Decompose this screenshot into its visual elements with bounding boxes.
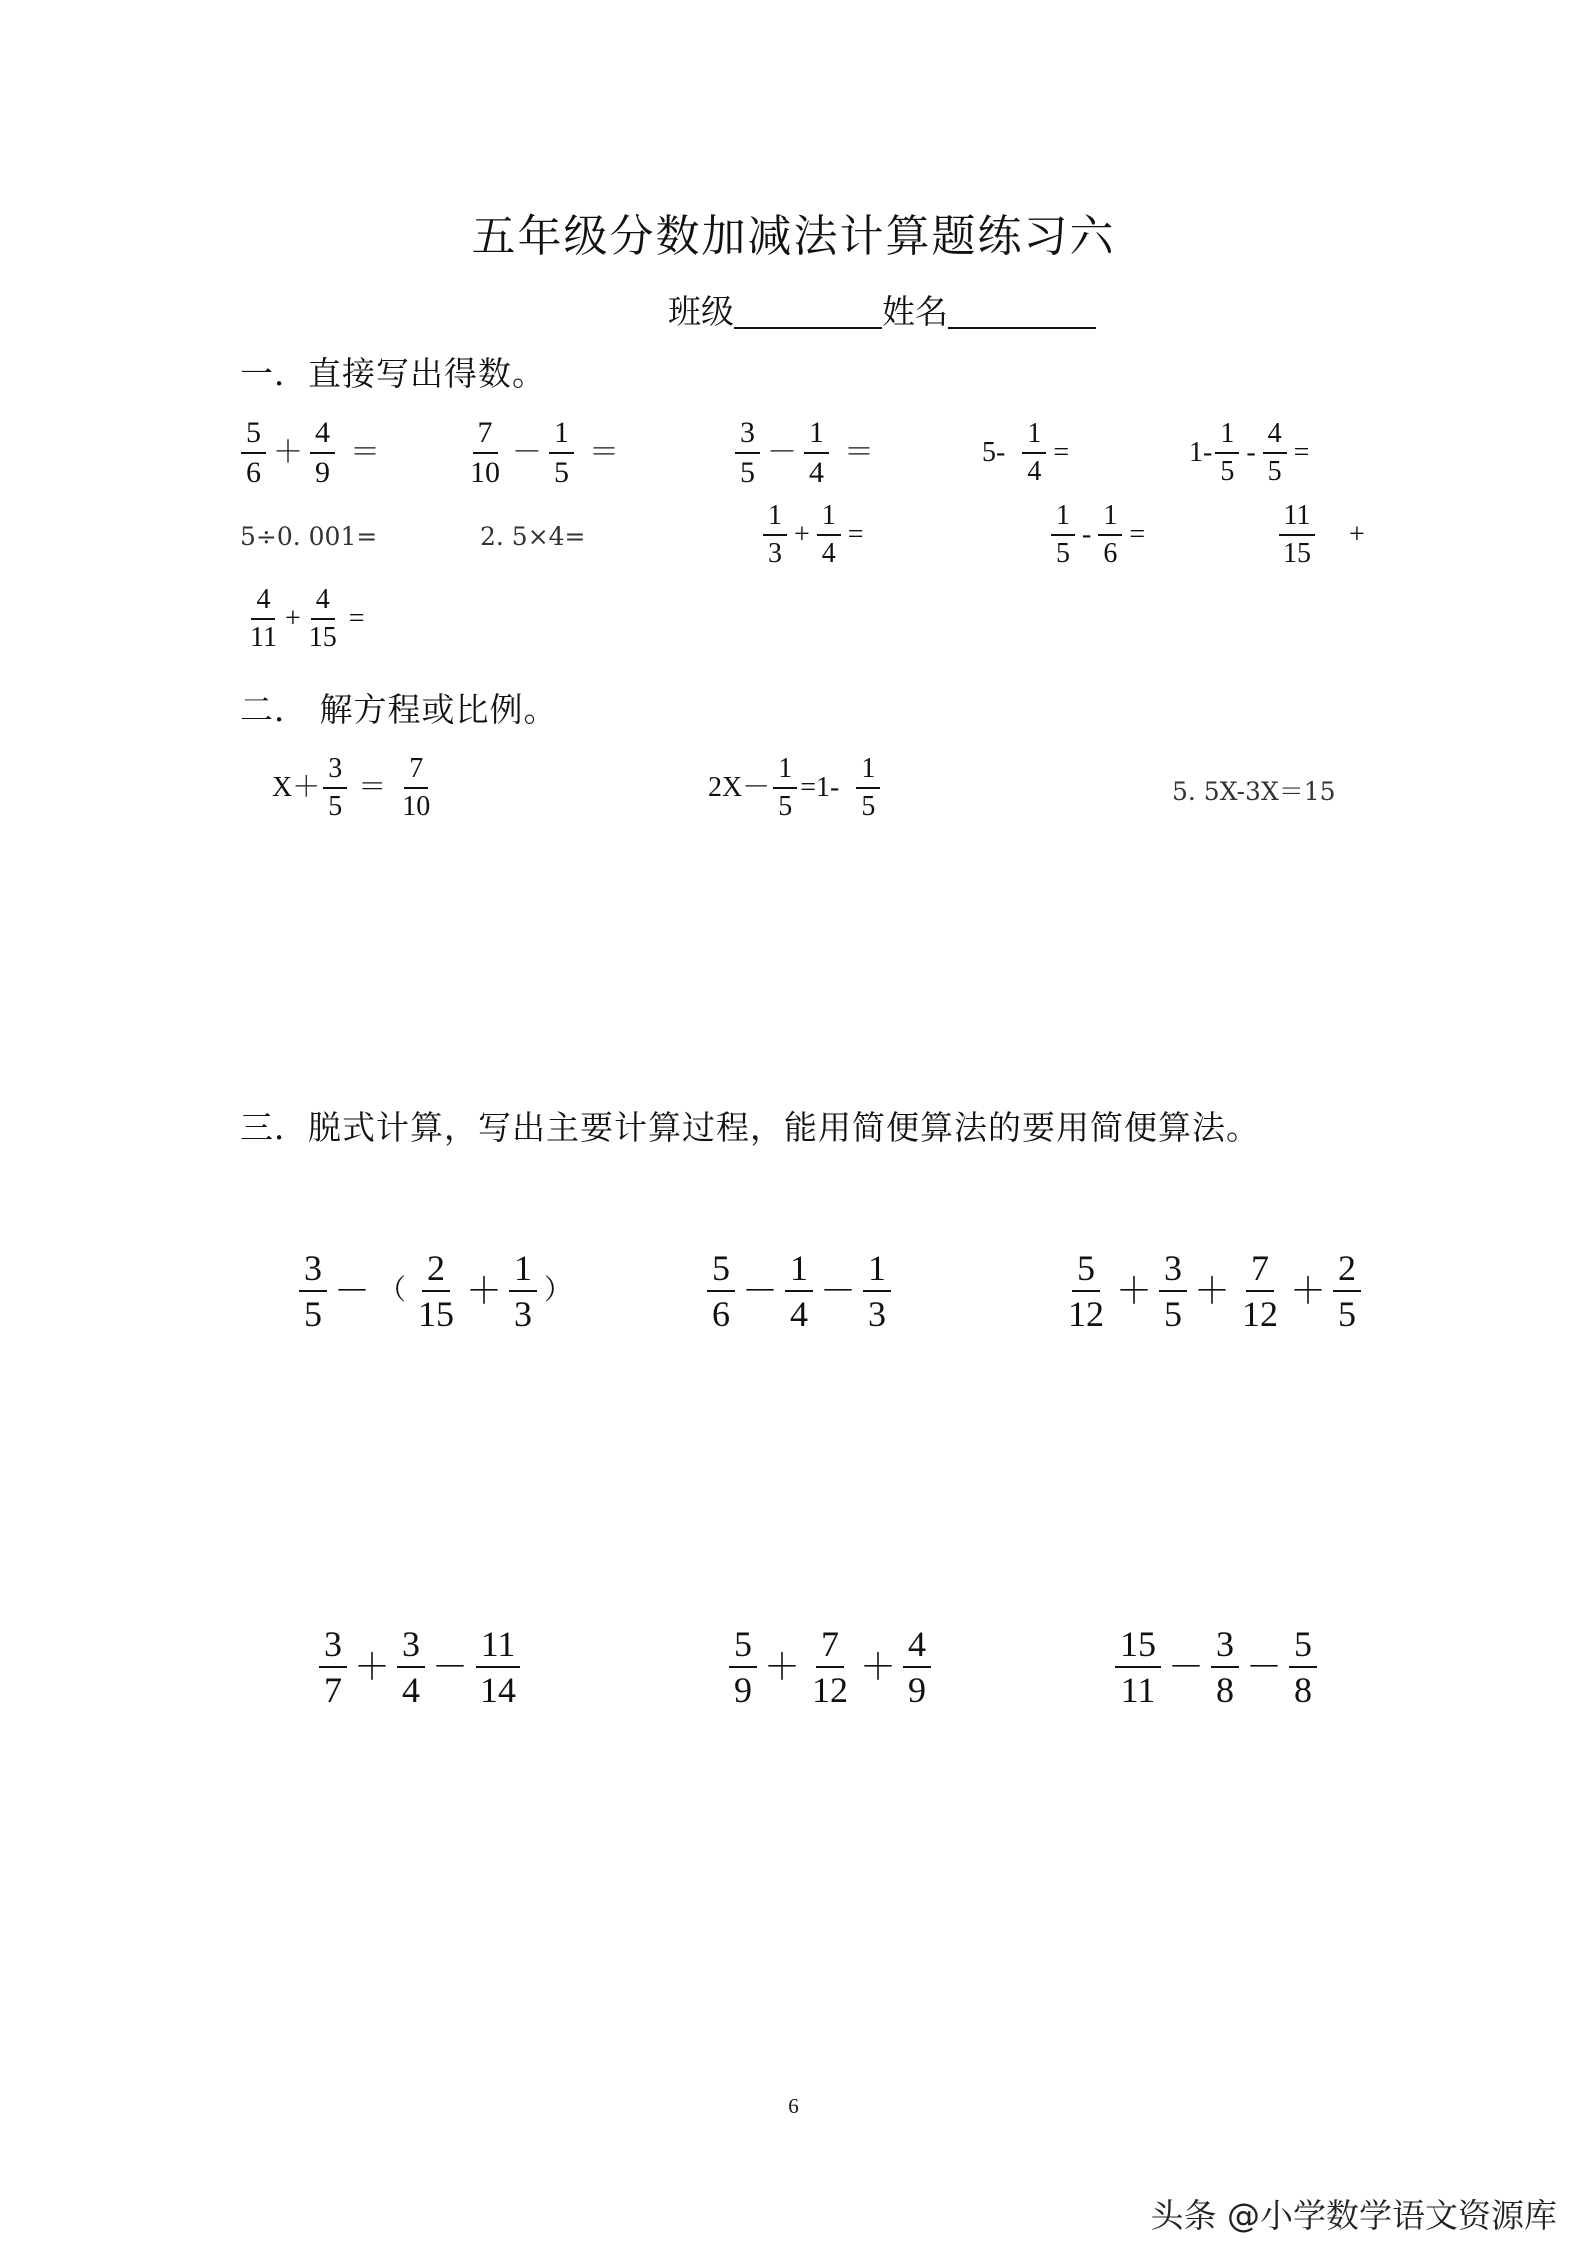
equals-sign: = bbox=[1053, 437, 1070, 468]
fraction: $\frac{7}{10}$ bbox=[402, 753, 431, 822]
page-number: 6 bbox=[788, 2094, 799, 2118]
name-label: 姓名 bbox=[882, 292, 948, 331]
operator: + bbox=[284, 603, 301, 634]
fraction: $\frac{1}{4}$ bbox=[817, 502, 841, 568]
fraction: $\frac{3}{5}$ bbox=[323, 755, 347, 821]
equals-sign: ＝ bbox=[589, 436, 619, 469]
problem-4 bbox=[978, 420, 1073, 486]
operator: － bbox=[512, 436, 542, 469]
equation-3: 5. 5X-3X＝15 bbox=[1172, 777, 1336, 806]
section3-heading: 三．脱式计算，写出主要计算过程，能用简便算法的要用简便算法。 bbox=[240, 1108, 1260, 1147]
fraction: $\frac{4}{15}$ bbox=[308, 584, 337, 653]
calc-problem-3 bbox=[1060, 1250, 1364, 1332]
fraction: $\frac{3}{5}$ bbox=[1159, 1250, 1187, 1332]
equals-sign: = bbox=[348, 603, 365, 634]
operator: ＋ bbox=[764, 1647, 801, 1687]
student-info-line bbox=[668, 286, 1096, 333]
fraction: $\frac{1}{5}$ bbox=[773, 755, 797, 821]
operator: － bbox=[1168, 1647, 1205, 1687]
fraction: $\frac{1}{3}$ bbox=[509, 1250, 537, 1332]
operator: ＋ bbox=[466, 1271, 503, 1311]
problem-7: 2. 5×4= bbox=[480, 522, 586, 551]
fraction: $\frac{11}{14}$ bbox=[475, 1626, 521, 1708]
operator: - bbox=[1082, 519, 1092, 550]
operator: ＋ bbox=[1290, 1271, 1327, 1311]
operator: + bbox=[794, 519, 810, 550]
fraction: $\frac{2}{5}$ bbox=[1333, 1250, 1361, 1332]
fraction: $\frac{3}{4}$ bbox=[397, 1626, 425, 1708]
equals-sign: =1- bbox=[800, 772, 840, 803]
fraction: $\frac{5}{9}$ bbox=[729, 1626, 757, 1708]
operator: ＋ bbox=[860, 1647, 897, 1687]
equals-sign: = bbox=[1129, 519, 1146, 550]
fraction: $\frac{4}{11}$ bbox=[250, 584, 277, 653]
problem-3 bbox=[732, 418, 878, 488]
fraction: $\frac{4}{5}$ bbox=[1263, 420, 1287, 486]
equation-2 bbox=[708, 755, 883, 821]
fraction: $\frac{5}{6}$ bbox=[241, 418, 266, 488]
operator: － bbox=[820, 1271, 857, 1311]
operator: ＋ bbox=[1116, 1271, 1153, 1311]
fraction: $\frac{5}{8}$ bbox=[1289, 1626, 1317, 1708]
problem-6: 5÷0. 001= bbox=[240, 522, 378, 551]
expression-lead: 2X－ bbox=[708, 772, 771, 803]
fraction: $\frac{2}{15}$ bbox=[418, 1248, 455, 1334]
fraction: $\frac{3}{7}$ bbox=[319, 1626, 347, 1708]
calc-problem-2 bbox=[704, 1250, 894, 1332]
section2-heading: 二． 解方程或比例。 bbox=[240, 690, 558, 729]
equals-sign: ＝ bbox=[358, 772, 387, 803]
fraction: $\frac{3}{5}$ bbox=[299, 1250, 327, 1332]
fraction: $\frac{3}{8}$ bbox=[1211, 1626, 1239, 1708]
operator: + bbox=[1349, 519, 1365, 550]
left-paren: （ bbox=[378, 1275, 407, 1306]
fraction: $\frac{7}{12}$ bbox=[1242, 1248, 1279, 1334]
fraction: $\frac{5}{6}$ bbox=[707, 1250, 735, 1332]
operator: － bbox=[334, 1271, 371, 1311]
problem-9 bbox=[1048, 502, 1149, 568]
equals-sign: = bbox=[847, 519, 864, 550]
calc-problem-4 bbox=[316, 1626, 524, 1708]
expression-lead: 1- bbox=[1189, 437, 1213, 468]
problem-8 bbox=[760, 502, 868, 568]
calc-problem-6 bbox=[1112, 1626, 1320, 1708]
fraction: $\frac{7}{10}$ bbox=[470, 416, 500, 489]
fraction: $\frac{1}{3}$ bbox=[863, 1250, 891, 1332]
fraction: $\frac{1}{3}$ bbox=[763, 502, 787, 568]
fraction: $\frac{1}{6}$ bbox=[1098, 502, 1122, 568]
operator: - bbox=[1246, 437, 1256, 468]
class-blank[interactable] bbox=[734, 297, 882, 329]
class-label: 班级 bbox=[668, 292, 734, 331]
problem-2 bbox=[462, 418, 623, 488]
fraction: $\frac{3}{5}$ bbox=[735, 418, 760, 488]
equals-sign: = bbox=[1293, 437, 1310, 468]
problem-1 bbox=[238, 418, 384, 488]
problem-5 bbox=[1185, 420, 1313, 486]
calc-problem-5 bbox=[726, 1626, 934, 1708]
fraction: $\frac{7}{12}$ bbox=[812, 1624, 849, 1710]
problem-11 bbox=[242, 586, 369, 652]
calc-problem-1 bbox=[296, 1250, 576, 1332]
fraction: $\frac{1}{5}$ bbox=[549, 418, 574, 488]
operator: ＋ bbox=[273, 436, 303, 469]
equals-sign: ＝ bbox=[350, 436, 380, 469]
operator: － bbox=[1246, 1647, 1283, 1687]
expression-lead: 5- bbox=[982, 437, 1006, 468]
name-blank[interactable] bbox=[948, 297, 1096, 329]
operator: ＋ bbox=[1194, 1271, 1231, 1311]
fraction: $\frac{4}{9}$ bbox=[310, 418, 335, 488]
operator: ＋ bbox=[354, 1647, 391, 1687]
problem-10 bbox=[1275, 502, 1369, 568]
fraction: $\frac{1}{5}$ bbox=[1051, 502, 1075, 568]
fraction: $\frac{5}{12}$ bbox=[1068, 1248, 1104, 1334]
operator: － bbox=[742, 1271, 779, 1311]
fraction: $\frac{1}{5}$ bbox=[1215, 420, 1239, 486]
fraction: $\frac{1}{4}$ bbox=[804, 418, 829, 488]
right-paren: ） bbox=[544, 1275, 573, 1306]
fraction: $\frac{1}{5}$ bbox=[856, 755, 880, 821]
expression-lead: X＋ bbox=[272, 772, 321, 803]
fraction: $\frac{1}{4}$ bbox=[785, 1250, 813, 1332]
section1-heading: 一．直接写出得数。 bbox=[240, 354, 546, 393]
fraction: $\frac{15}{11}$ bbox=[1115, 1626, 1161, 1708]
page-title: 五年级分数加减法计算题练习六 bbox=[471, 211, 1116, 262]
operator: － bbox=[767, 436, 797, 469]
operator: － bbox=[432, 1647, 469, 1687]
equals-sign: ＝ bbox=[844, 436, 874, 469]
watermark: 头条 @小学数学语文资源库 bbox=[1150, 2196, 1557, 2235]
fraction: $\frac{11}{15}$ bbox=[1278, 502, 1316, 568]
fraction: $\frac{1}{4}$ bbox=[1022, 420, 1046, 486]
fraction: $\frac{4}{9}$ bbox=[903, 1626, 931, 1708]
equation-1 bbox=[272, 755, 438, 821]
